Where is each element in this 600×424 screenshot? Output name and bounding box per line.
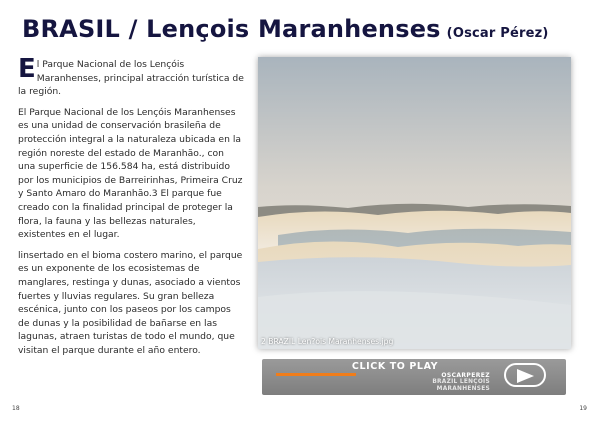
play-icon[interactable]	[504, 363, 546, 387]
photo-credit: (Oscar Pérez)	[446, 26, 549, 41]
dune-photo	[258, 57, 571, 349]
article-paragraph: El Parque Nacional de los Lençóis Maranhenses es una unidad de conservación brasileña de protección integral a la naturaleza ubicada en la región noreste del estado de Maranhão., con una superficie de 156.584 ha, está distribuido por los municipios de Barreirinhas, Primeira Cruz y Santo Amaro do Maranhão.3 El parque fue creado con la finalidad principal de proteger la flora, la fauna y las bellezas naturales, existentes en el lugar.	[18, 106, 243, 241]
brand-label: OSCARPEREZ	[441, 372, 490, 379]
photo-caption: 2 BRAZIL Len?ois Maranhenses.jpg	[261, 337, 394, 346]
page-number-left: 18	[12, 405, 20, 412]
click-to-play-label: CLICK TO PLAY	[351, 361, 439, 372]
video-subtitle	[360, 379, 490, 393]
accent-bar	[276, 373, 356, 376]
dune-landscape-image	[258, 57, 571, 349]
article-paragraph: linsertado en el bioma costero marino, el parque es un exponente de los ecosistemas de manglares, restinga y dunas, asociado a vientos fuertes y lluvias regulares. Su gran belleza escénica, junto con los paseos por los campos de dunas y la posibilidad de bañarse en las lagunas, atraen turistas de todo el mundo, que visitan el parque durante el año entero.	[18, 249, 243, 356]
video-subtitle-line: BRAZIL LENÇOIS	[432, 379, 490, 385]
intro-text: l Parque Nacional de los Lençóis Maranhenses, principal atracción turística de la región.	[18, 59, 244, 98]
page-title	[22, 15, 549, 43]
article-body	[18, 54, 244, 364]
video-subtitle-line: MARANHENSES	[436, 386, 490, 392]
article-paragraph-intro	[18, 54, 244, 99]
drop-cap: E	[18, 54, 36, 84]
page-title-text: BRASIL / Lençois Maranhenses	[22, 15, 441, 43]
page-number-right: 19	[579, 405, 587, 412]
click-to-play-button[interactable]	[262, 359, 566, 395]
